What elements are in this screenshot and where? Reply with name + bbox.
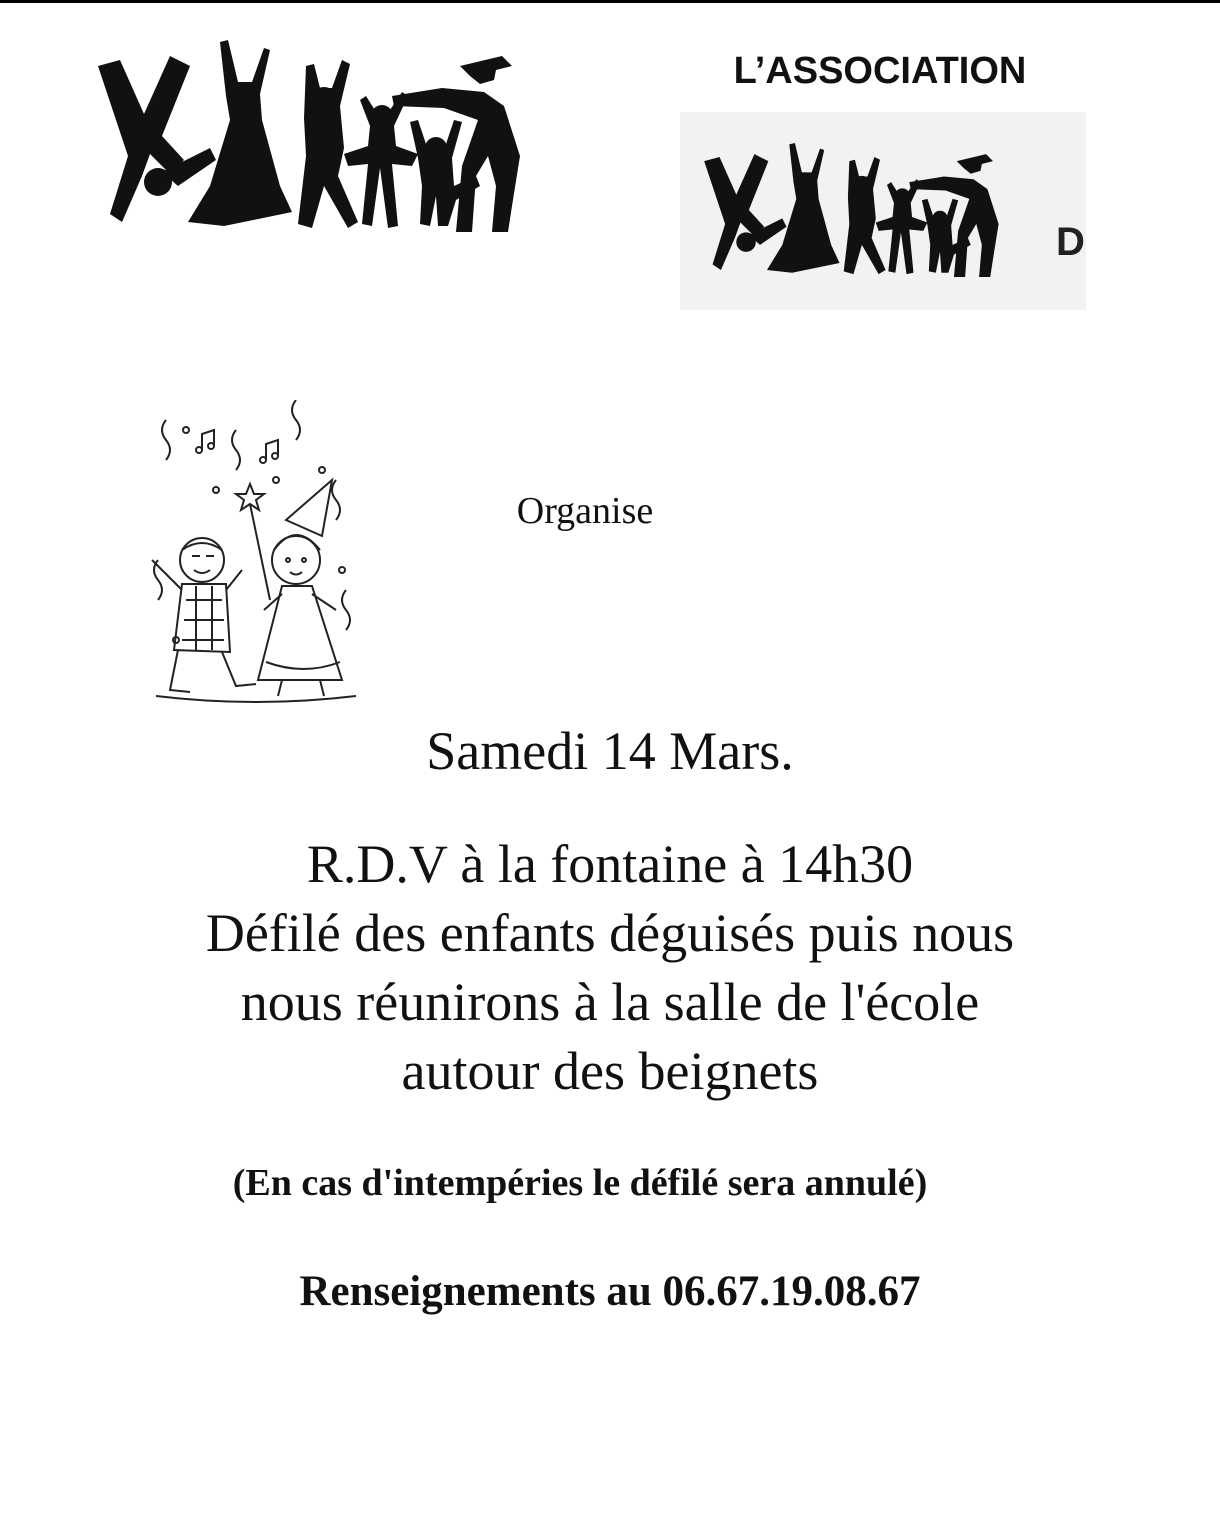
event-date: Samedi 14 Mars.	[426, 721, 794, 781]
logo-dancer-silhouettes-icon	[700, 140, 1000, 280]
details-line-meeting: R.D.V à la fontaine à 14h30	[306, 834, 914, 894]
event-details	[100, 830, 1120, 1106]
association-label: L’ASSOCIATION	[733, 50, 1027, 92]
carnival-children-clipart	[146, 400, 362, 712]
dancer-silhouettes-icon	[92, 36, 522, 236]
details-line-beignets: autour des beignets	[401, 1041, 819, 1101]
details-line-gathering: nous réunirons à la salle de l'école	[240, 972, 980, 1032]
details-line-parade: Défilé des enfants déguisés puis nous	[205, 903, 1015, 963]
contact-info: Renseignements au 06.67.19.08.67	[299, 1268, 921, 1315]
top-border	[0, 0, 1220, 3]
logo-partial-letter: D	[1056, 220, 1085, 264]
organise-text: Organise	[516, 490, 654, 532]
weather-note: (En cas d'intempéries le défilé sera annulé)	[232, 1162, 928, 1204]
